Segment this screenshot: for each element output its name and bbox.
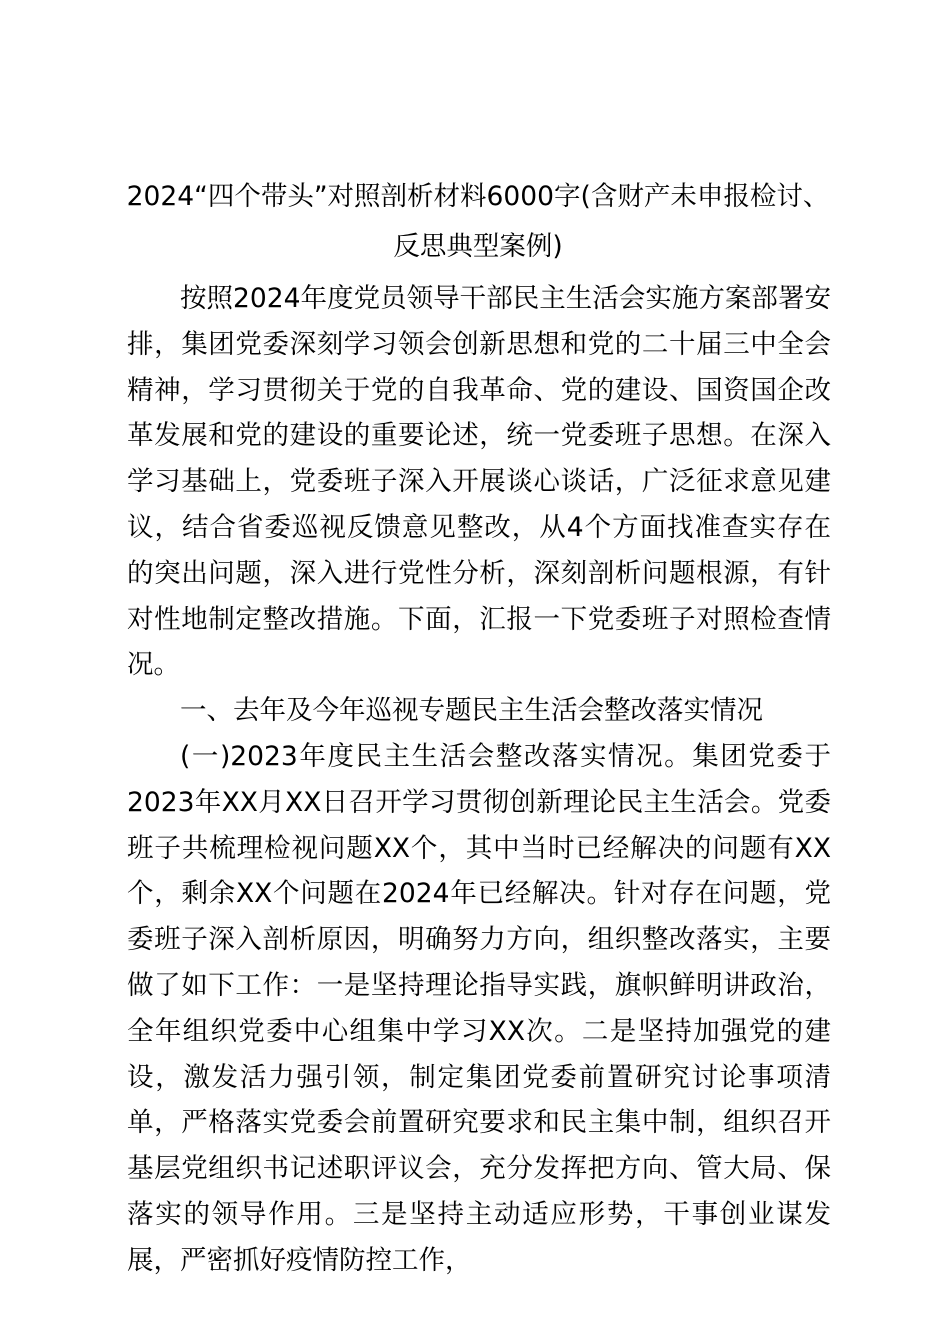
paragraph-section-1-1: (一)2023年度民主生活会整改落实情况。集团党委于2023年XX月XX日召开学习贯彻创新理论民主生活会。党委班子共梳理检视问题XX个，其中当时已经解决的问题有XX个，剩余XX个问题在2024年已经解决。针对存在问题，党委班子深入剖析原因，明确努力方向，组织整改落实，主要做了如下工作：一是坚持理论指导实践，旗帜鲜明讲政治，全年组织党委中心组集中学习XX次。二是坚持加强党的建设，激发活力强引领，制定集团党委前置研究讨论事项清单，严格落实党委会前置研究要求和民主集中制，组织召开基层党组织书记述职评议会，充分发挥把方向、管大局、保落实的领导作用。三是坚持主动适应形势，干事创业谋发展，严密抓好疫情防控工作， (127, 740, 831, 1276)
paragraph-intro: 按照2024年度党员领导干部民主生活会实施方案部署安排，集团党委深刻学习领会创新思想和党的二十届三中全会精神，学习贯彻关于党的自我革命、党的建设、国资国企改革发展和党的建设的重要论述，统一党委班子思想。在深入学习基础上，党委班子深入开展谈心谈话，广泛征求意见建议，结合省委巡视反馈意见整改，从4个方面找准查实存在的突出问题，深入进行党性分析，深刻剖析问题根源，有针对性地制定整改措施。下面，汇报一下党委班子对照检查情况。 (127, 283, 831, 681)
document-title: 2024“四个带头”对照剖析材料6000字(含财产未申报检讨、反思典型案例) (126, 181, 830, 262)
document-body (127, 276, 831, 1284)
section-heading-1: 一、去年及今年巡视专题民主生活会整改落实情况 (180, 695, 763, 727)
